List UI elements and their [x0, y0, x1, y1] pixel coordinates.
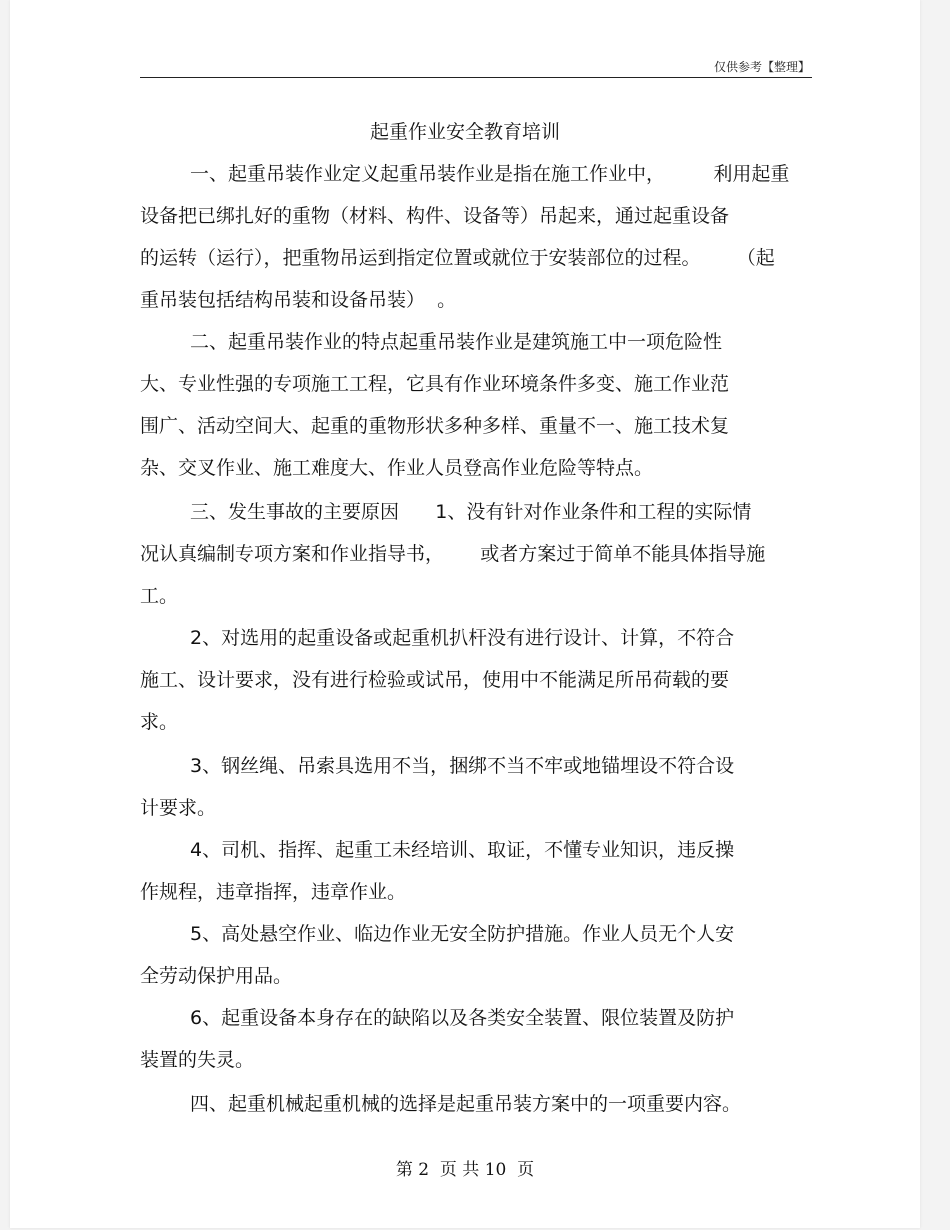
body-line: 施工、设计要求，没有进行检验或试吊，使用中不能满足所吊荷载的要 — [140, 669, 730, 691]
page-number-footer: 第 2 页 共 10 页 — [395, 1160, 535, 1180]
body-line: 全劳动保护用品。 — [140, 965, 293, 987]
body-line: 6、起重设备本身存在的缺陷以及各类安全装置、限位装置及防护 — [190, 1007, 735, 1029]
body-line: 4、司机、指挥、起重工未经培训、取证，不懂专业知识，违反操 — [190, 839, 735, 861]
body-line: 杂、交叉作业、施工难度大、作业人员登高作业危险等特点。 — [140, 457, 654, 479]
document-page — [10, 0, 920, 1228]
body-line: 工。 — [140, 585, 179, 607]
body-line: 二、起重吊装作业的特点起重吊装作业是建筑施工中一项危险性 — [190, 331, 723, 353]
body-line: 5、高处悬空作业、临边作业无安全防护措施。作业人员无个人安 — [190, 923, 735, 945]
body-line: 况认真编制专项方案和作业指导书， 或者方案过于简单不能具体指导施 — [140, 543, 766, 565]
body-line: 3、钢丝绳、吊索具选用不当，捆绑不当不牢或地锚埋设不符合设 — [190, 755, 735, 777]
body-line: 围广、活动空间大、起重的重物形状多种多样、重量不一、施工技术复 — [140, 415, 730, 437]
body-line: 四、起重机械起重机械的选择是起重吊装方案中的一项重要内容。 — [190, 1093, 742, 1115]
body-line: 计要求。 — [140, 797, 217, 819]
body-line: 重吊装包括结构吊装和设备吊装） 。 — [140, 289, 457, 311]
body-line: 一、起重吊装作业定义起重吊装作业是指在施工作业中， 利用起重 — [190, 163, 790, 185]
header-divider — [140, 77, 812, 78]
body-line: 设备把已绑扎好的重物（材料、构件、设备等）吊起来，通过起重设备 — [140, 205, 730, 227]
body-line: 的运转（运行），把重物吊运到指定位置或就位于安装部位的过程。 （起 — [140, 247, 775, 269]
body-line: 求。 — [140, 711, 179, 733]
body-line: 2、对选用的起重设备或起重机扒杆没有进行设计、计算，不符合 — [190, 627, 735, 649]
body-line: 装置的失灵。 — [140, 1049, 255, 1071]
header-note: 仅供参考【整理】 — [713, 60, 810, 74]
body-line: 大、专业性强的专项施工工程，它具有作业环境条件多变、施工作业范 — [140, 373, 730, 395]
body-line: 三、发生事故的主要原因 1、没有针对作业条件和工程的实际情 — [190, 501, 752, 523]
document-title: 起重作业安全教育培训 — [369, 121, 560, 143]
body-line: 作规程，违章指挥，违章作业。 — [140, 881, 407, 903]
